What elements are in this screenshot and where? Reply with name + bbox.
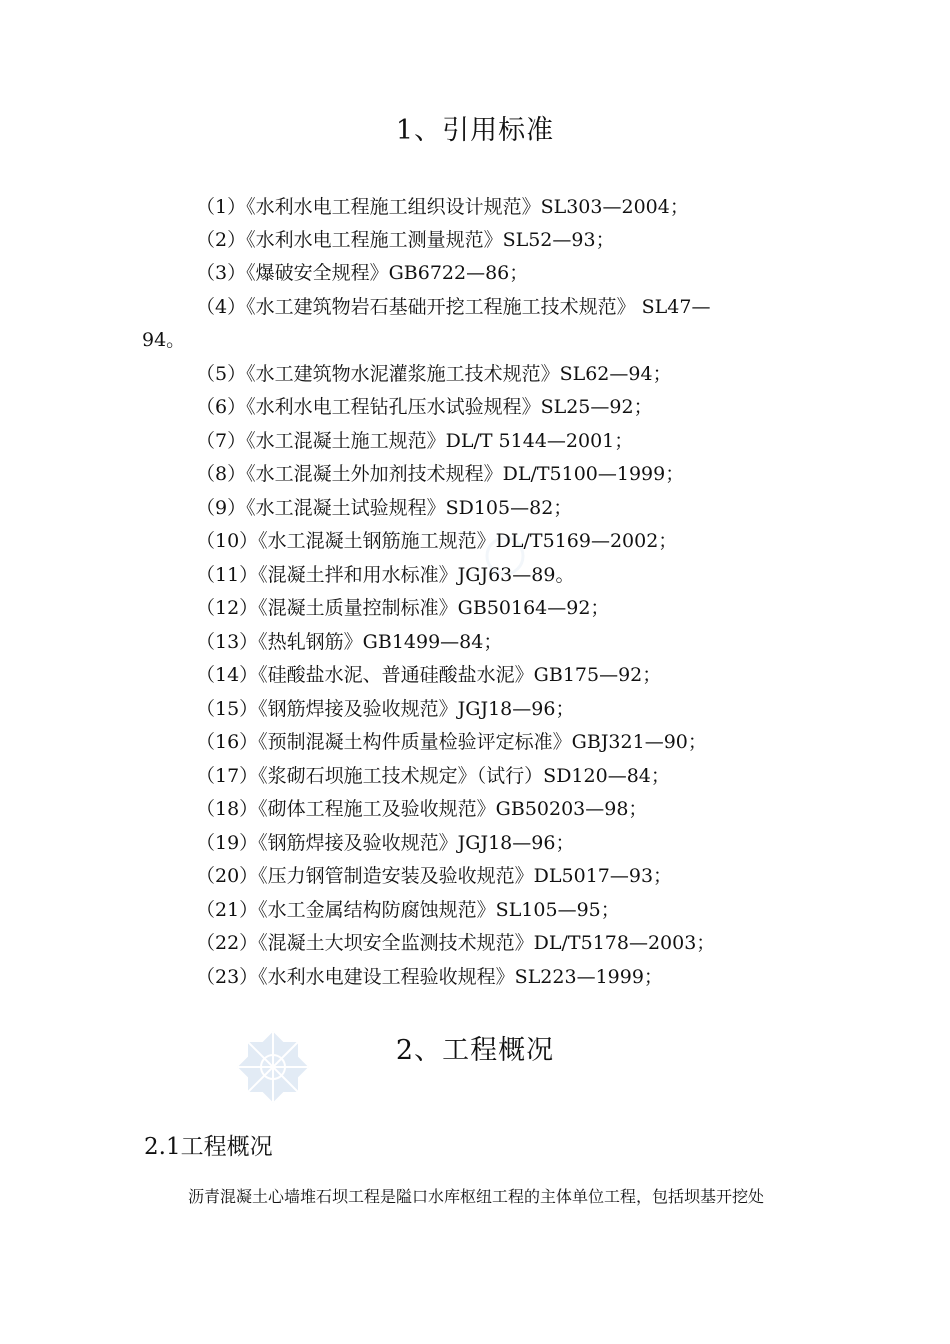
subsection-title: 2.1工程概况 — [144, 1134, 273, 1160]
reference-item-continuation: 94。 — [142, 329, 186, 351]
reference-item: （21）《水工金属结构防腐蚀规范》SL105—95； — [196, 899, 620, 921]
reference-item: （20）《压力钢管制造安装及验收规范》DL5017—93； — [196, 865, 673, 887]
reference-item: （6）《水利水电工程钻孔压水试验规程》SL25—92； — [196, 396, 653, 418]
reference-item: （16）《预制混凝土构件质量检验评定标准》GBJ321—90； — [196, 731, 707, 753]
reference-item: （14）《硅酸盐水泥、普通硅酸盐水泥》GB175—92； — [196, 664, 662, 686]
reference-item: （19）《钢筋焊接及验收规范》JGJ18—96； — [196, 832, 575, 854]
reference-item: （4）《水工建筑物岩石基础开挖工程施工技术规范》 SL47— — [196, 296, 711, 318]
reference-item: （9）《水工混凝土试验规程》SD105—82； — [196, 497, 573, 519]
section-1-title: 1、引用标准 — [395, 115, 555, 146]
reference-item: （12）《混凝土质量控制标准》GB50164—92； — [196, 597, 610, 619]
reference-item: （1）《水利水电工程施工组织设计规范》SL303—2004； — [196, 196, 689, 218]
reference-item: （22）《混凝土大坝安全监测技术规范》DL/T5178—2003； — [196, 932, 716, 954]
reference-item: （15）《钢筋焊接及验收规范》JGJ18—96； — [196, 698, 575, 720]
reference-item: （10）《水工混凝土钢筋施工规范》DL/T5169—2002； — [196, 530, 678, 552]
reference-item: （17）《浆砌石坝施工技术规定》（试行）SD120—84； — [196, 765, 670, 787]
reference-item: （18）《砌体工程施工及验收规范》GB50203—98； — [196, 798, 648, 820]
reference-item: （8）《水工混凝土外加剂技术规程》DL/T5100—1999； — [196, 463, 685, 485]
reference-item: （13）《热轧钢筋》GB1499—84； — [196, 631, 503, 653]
reference-item: （23）《水利水电建设工程验收规程》SL223—1999； — [196, 966, 663, 988]
body-paragraph: 沥青混凝土心墙堆石坝工程是隘口水库枢纽工程的主体单位工程，包括坝基开挖处 — [188, 1187, 765, 1206]
reference-item: （11）《混凝土拌和用水标准》JGJ63—89。 — [196, 564, 575, 586]
reference-item: （7）《水工混凝土施工规范》DL/T 5144—2001； — [196, 430, 634, 452]
reference-item: （5）《水工建筑物水泥灌浆施工技术规范》SL62—94； — [196, 363, 672, 385]
reference-item: （3）《爆破安全规程》GB6722—86； — [196, 262, 529, 284]
section-2-title: 2、工程概况 — [395, 1035, 555, 1066]
reference-item: （2）《水利水电工程施工测量规范》SL52—93； — [196, 229, 615, 251]
